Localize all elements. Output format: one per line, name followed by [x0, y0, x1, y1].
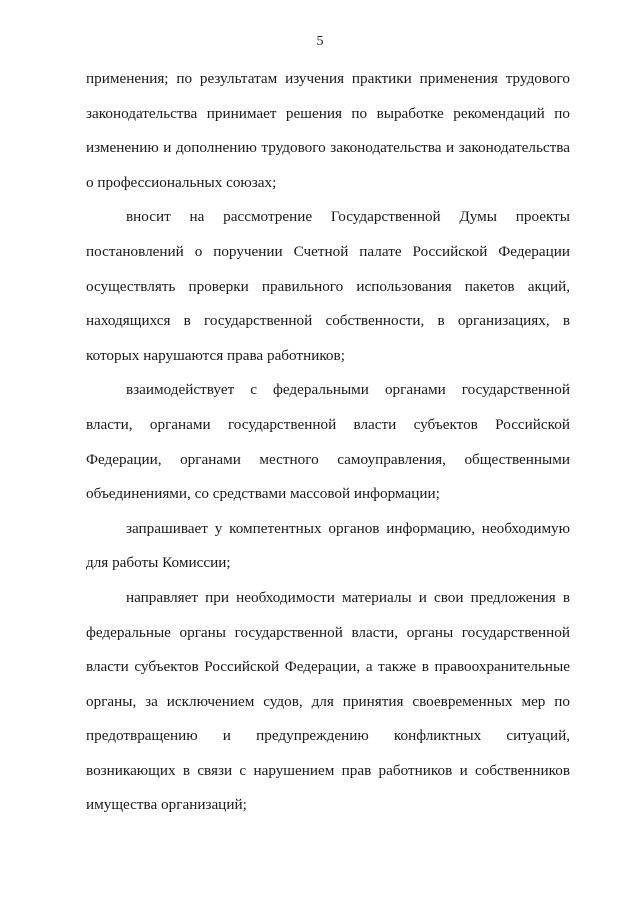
document-body — [86, 62, 570, 823]
page-number: 5 — [316, 34, 324, 49]
paragraph-sends-materials: направляет при необходимости материалы и свои предложения в федеральные органы государственной власти, органы государственной власти субъектов Российской Федерации, а также в правоохранительные органы, за исключением судов, для принятия своевременных мер по предотвращению и предупреждению конфликтных ситуаций, возникающих в связи с нарушением прав работников и собственников имущества организаций; — [86, 588, 570, 814]
paragraph-interacts: взаимодействует с федеральными органами государственной власти, органами государственной власти субъектов Российской Федерации, органами местного самоуправления, общественными объединениями, со средствами массовой информации; — [86, 381, 570, 503]
paragraph-continuation: применения; по результатам изучения практики применения трудового законодательства принимает решения по выработке рекомендаций по изменению и дополнению трудового законодательства и законодательства о профессиональных союзах; — [86, 70, 570, 191]
paragraph-submit-drafts: вносит на рассмотрение Государственной Думы проекты постановлений о поручении Счетной палате Российской Федерации осуществлять проверки правильного использования пакетов акций, находящихся в государственной собственности, в организациях, в которых нарушаются права работников; — [86, 208, 570, 364]
paragraph-requests-info: запрашивает у компетентных органов информацию, необходимую для работы Комиссии; — [86, 519, 570, 572]
